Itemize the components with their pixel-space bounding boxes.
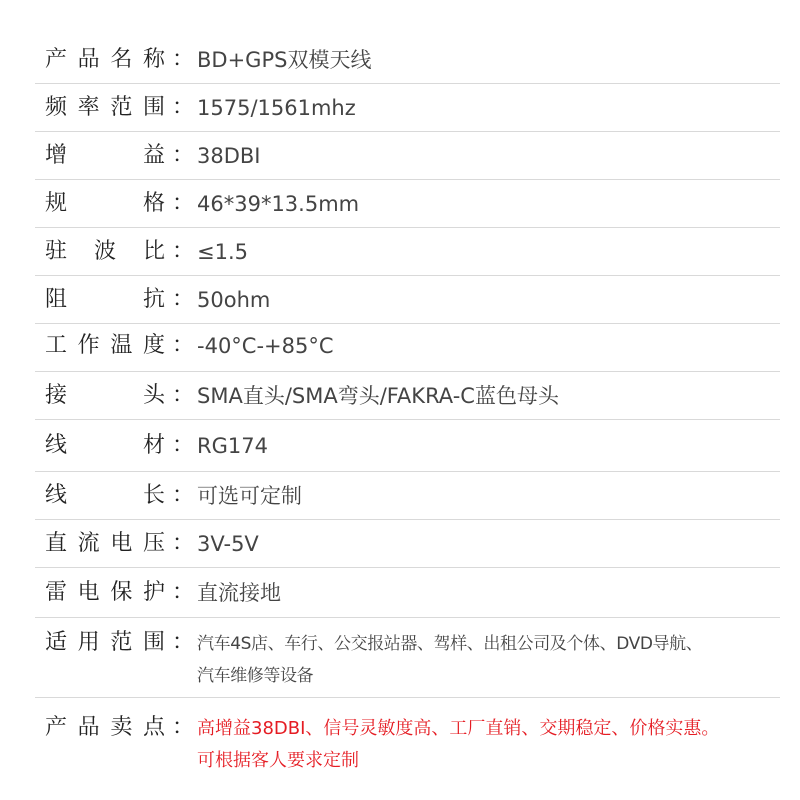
- spec-row-connector: [35, 372, 780, 420]
- spec-row-cable-length: [35, 472, 780, 520]
- spec-row-selling-points: [35, 698, 780, 788]
- spec-label-char: 直: [45, 531, 68, 556]
- spec-row-cable: [35, 420, 780, 472]
- spec-label-char: 率: [77, 95, 100, 120]
- spec-label-char: 称: [142, 47, 165, 72]
- spec-value: 46*39*13.5mm: [197, 192, 360, 216]
- spec-label-char: 益: [142, 143, 165, 168]
- spec-label: [45, 431, 165, 461]
- spec-label: [45, 45, 165, 75]
- spec-colon: ：: [172, 580, 195, 605]
- spec-colon: ：: [172, 191, 195, 216]
- spec-label-char: 品: [77, 47, 100, 72]
- spec-value: 38DBI: [197, 144, 261, 168]
- spec-label: [45, 141, 165, 171]
- spec-colon: ：: [172, 143, 195, 168]
- spec-label: [45, 381, 165, 411]
- spec-label: [45, 93, 165, 123]
- spec-label-char: 范: [110, 95, 133, 120]
- spec-colon: ：: [172, 715, 195, 740]
- spec-value: 可选可定制: [197, 484, 302, 508]
- spec-colon: ：: [172, 433, 195, 458]
- spec-colon: ：: [172, 239, 195, 264]
- spec-value: RG174: [197, 434, 268, 458]
- spec-label-char: 头: [142, 383, 165, 408]
- spec-value: -40°C-+85°C: [197, 334, 334, 358]
- spec-label-char: 长: [142, 483, 165, 508]
- spec-colon: ：: [172, 333, 195, 358]
- spec-label-char: 护: [142, 580, 165, 605]
- spec-colon: ：: [172, 95, 195, 120]
- spec-label: [45, 189, 165, 219]
- spec-label-char: 卖: [110, 715, 133, 740]
- spec-colon: ：: [172, 47, 195, 72]
- spec-value: [197, 713, 777, 777]
- spec-value: 直流接地: [197, 581, 281, 605]
- spec-row-temperature: [35, 324, 780, 372]
- spec-row-dimensions: [35, 180, 780, 228]
- spec-value-line: 可根据客人要求定制: [197, 750, 359, 771]
- spec-row-frequency: [35, 84, 780, 132]
- spec-label-char: 频: [45, 95, 68, 120]
- spec-label: [45, 713, 165, 743]
- spec-label-char: 流: [77, 531, 100, 556]
- spec-value: [197, 628, 777, 692]
- spec-label-char: 品: [77, 715, 100, 740]
- spec-label-char: 围: [142, 630, 165, 655]
- spec-label: [45, 529, 165, 559]
- spec-label-char: 线: [45, 433, 68, 458]
- spec-label-char: 规: [45, 191, 68, 216]
- spec-label-char: 范: [110, 630, 133, 655]
- spec-colon: ：: [172, 630, 195, 655]
- spec-label-char: 产: [45, 47, 68, 72]
- spec-label: [45, 331, 165, 361]
- spec-label-char: 接: [45, 383, 68, 408]
- spec-label-char: 温: [110, 333, 133, 358]
- spec-label-char: 作: [77, 333, 100, 358]
- spec-value-line: 汽车4S店、车行、公交报站器、驾样、出租公司及个体、DVD导航、: [197, 634, 703, 654]
- spec-colon: ：: [172, 531, 195, 556]
- spec-label-char: 度: [142, 333, 165, 358]
- spec-label-char: 保: [110, 580, 133, 605]
- spec-row-vswr: [35, 228, 780, 276]
- spec-label-char: 格: [142, 191, 165, 216]
- spec-label-char: 波: [93, 239, 116, 264]
- spec-label: [45, 628, 165, 658]
- spec-row-voltage: [35, 520, 780, 568]
- spec-value: 3V-5V: [197, 532, 259, 556]
- spec-label-char: 产: [45, 715, 68, 740]
- spec-label-char: 驻: [45, 239, 68, 264]
- spec-value-line: 高增益38DBI、信号灵敏度高、工厂直销、交期稳定、价格实惠。: [197, 718, 720, 739]
- spec-row-application: [35, 618, 780, 698]
- spec-value: ≤1.5: [197, 240, 248, 264]
- spec-label-char: 材: [142, 433, 165, 458]
- spec-colon: ：: [172, 287, 195, 312]
- spec-row-lightning: [35, 568, 780, 618]
- spec-label-char: 用: [77, 630, 100, 655]
- spec-value: 50ohm: [197, 288, 271, 312]
- spec-label-char: 名: [110, 47, 133, 72]
- spec-label: [45, 481, 165, 511]
- spec-label-char: 工: [45, 333, 68, 358]
- spec-label: [45, 285, 165, 315]
- spec-label-char: 适: [45, 630, 68, 655]
- spec-label-char: 围: [142, 95, 165, 120]
- spec-label: [45, 237, 165, 267]
- spec-label-char: 电: [110, 531, 133, 556]
- spec-label-char: 压: [142, 531, 165, 556]
- spec-label-char: 比: [142, 239, 165, 264]
- spec-label: [45, 578, 165, 608]
- spec-label-char: 点: [142, 715, 165, 740]
- spec-label-char: 阻: [45, 287, 68, 312]
- spec-colon: ：: [172, 383, 195, 408]
- spec-label-char: 雷: [45, 580, 68, 605]
- spec-row-product-name: [35, 36, 780, 84]
- spec-value: BD+GPS双模天线: [197, 48, 372, 72]
- spec-row-gain: [35, 132, 780, 180]
- spec-value: SMA直头/SMA弯头/FAKRA-C蓝色母头: [197, 384, 559, 408]
- spec-value: 1575/1561mhz: [197, 96, 356, 120]
- spec-label-char: 增: [45, 143, 68, 168]
- spec-colon: ：: [172, 483, 195, 508]
- spec-label-char: 线: [45, 483, 68, 508]
- spec-value-line: 汽车维修等设备: [197, 666, 314, 686]
- spec-label-char: 电: [77, 580, 100, 605]
- spec-label-char: 抗: [142, 287, 165, 312]
- spec-row-impedance: [35, 276, 780, 324]
